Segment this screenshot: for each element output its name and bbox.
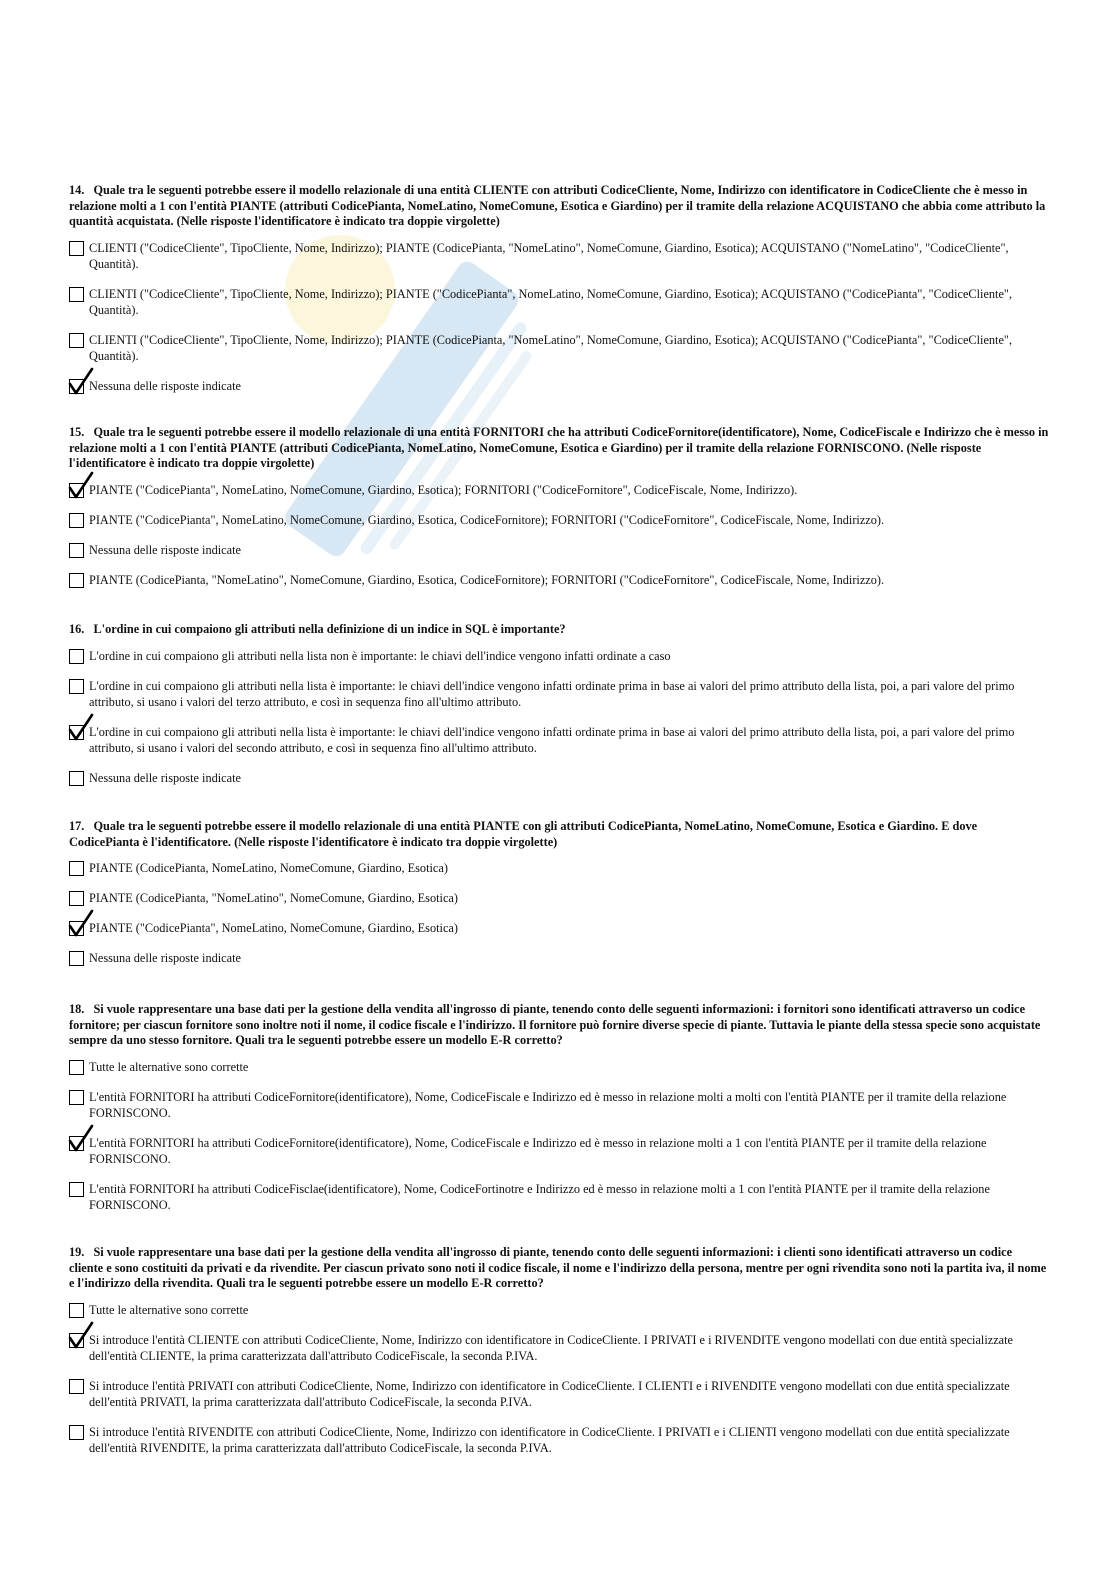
answer-text: Si introduce l'entità CLIENTE con attributi CodiceCliente, Nome, Indirizzo con identificatore in CodiceCliente. I PRIVATI e i RIVENDITE vengono modellati con due entità specializzate dell'entità CLIENTE, la prima caratterizzata dall'attributo CodiceFiscale, la seconda P.IVA. (89, 1332, 1013, 1364)
answer-option (69, 378, 1049, 395)
checkbox[interactable] (69, 287, 84, 302)
answer-text: L'ordine in cui compaiono gli attributi nella lista è importante: le chiavi dell'indice vengono infatti ordinate prima in base ai valori del primo attributo della lista, poi, a pari valore del primo attributo, si usano i valori del secondo attributo, e così in sequenza fino all'ultimo attributo. (89, 724, 1015, 756)
checkbox[interactable] (69, 771, 84, 786)
checkbox[interactable] (69, 573, 84, 588)
answer-option (69, 920, 1049, 937)
checkbox[interactable] (69, 679, 84, 694)
checkbox[interactable] (69, 1379, 84, 1394)
checkmark-icon (68, 471, 94, 499)
checkbox[interactable] (69, 543, 84, 558)
checkbox[interactable] (69, 379, 84, 394)
answer-option (69, 724, 1049, 757)
question-title (69, 425, 1049, 472)
question-text: Si vuole rappresentare una base dati per la gestione della vendita all'ingrosso di piante, tenendo conto delle seguenti informazioni: i clienti sono identificati attraverso un codice cliente e sono costituiti da privati e da rivendite. Per ciascun privato sono noti il codice fiscale, il nome e l'indirizzo della persona, mentre per ogni rivendita sono noti la partita iva, il nome e l'indirizzo della rivendita. Quali tra le seguenti potrebbe essere un modello E-R corretto? (69, 1245, 1047, 1291)
question-15 (69, 425, 1049, 602)
checkbox[interactable] (69, 1090, 84, 1105)
answer-option (69, 1302, 1049, 1319)
checkmark-icon (68, 1124, 94, 1152)
checkbox[interactable] (69, 1136, 84, 1151)
checkbox[interactable] (69, 1425, 84, 1440)
answer-text: PIANTE (CodicePianta, "NomeLatino", NomeComune, Giardino, Esotica, CodiceFornitore); FORNITORI ("CodiceFornitore", CodiceFiscale, Nome, Indirizzo). (89, 572, 885, 587)
checkmark-icon (68, 367, 94, 395)
answer-text: PIANTE ("CodicePianta", NomeLatino, NomeComune, Giardino, Esotica) (89, 921, 458, 936)
question-text: L'ordine in cui compaiono gli attributi nella definizione di un indice in SQL è importante? (93, 622, 566, 636)
checkmark-icon (68, 1321, 94, 1349)
question-title (69, 622, 1049, 638)
answer-text: Nessuna delle risposte indicate (89, 951, 241, 966)
answer-text: CLIENTI ("CodiceCliente", TipoCliente, Nome, Indirizzo); PIANTE (CodicePianta, "NomeLatino", NomeComune, Giardino, Esotica); ACQUISTANO ("CodicePianta", "CodiceCliente", Quantità). (89, 332, 1013, 364)
answer-text: L'entità FORNITORI ha attributi CodiceFisclae(identificatore), Nome, CodiceFortinotre e Indirizzo ed è messo in relazione molti a 1 con l'entità PIANTE per il tramite della relazione FORNISCONO. (89, 1181, 990, 1213)
checkbox[interactable] (69, 241, 84, 256)
checkbox[interactable] (69, 951, 84, 966)
checkbox[interactable] (69, 1182, 84, 1197)
answer-text: Nessuna delle risposte indicate (89, 770, 241, 785)
answer-option (69, 542, 1049, 559)
question-number: 15. (69, 425, 85, 439)
answer-option (69, 678, 1049, 711)
checkbox[interactable] (69, 1333, 84, 1348)
question-title (69, 819, 1049, 850)
answer-option (69, 240, 1049, 273)
answer-option (69, 512, 1049, 529)
answer-option (69, 1089, 1049, 1122)
answer-option (69, 1181, 1049, 1214)
checkbox[interactable] (69, 483, 84, 498)
answer-text: L'ordine in cui compaiono gli attributi nella lista è importante: le chiavi dell'indice vengono infatti ordinate prima in base ai valori del primo attributo della lista, poi, a pari valore del primo attributo, si usano i valori del terzo attributo, e così in sequenza fino all'ultimo attributo. (89, 678, 1015, 710)
checkbox[interactable] (69, 649, 84, 664)
checkbox[interactable] (69, 861, 84, 876)
answer-text: L'entità FORNITORI ha attributi CodiceFornitore(identificatore), Nome, CodiceFiscale e Indirizzo ed è messo in relazione molti a 1 con l'entità PIANTE per il tramite della relazione FORNISCONO. (89, 1135, 987, 1167)
answer-text: Nessuna delle risposte indicate (89, 542, 241, 557)
answer-option (69, 648, 1049, 665)
question-text: Quale tra le seguenti potrebbe essere il modello relazionale di una entità FORNITORI che ha attributi CodiceFornitore(identificatore), Nome, CodiceFiscale e Indirizzo che è messo in relazione molti a 1 con l'entità PIANTE (attributi CodicePianta, NomeLatino, NomeComune, Esotica e Giardino) per il tramite della relazione FORNISCONO. (Nelle risposte l'identificatore è indicato tra doppie virgolette) (69, 425, 1049, 471)
checkbox[interactable] (69, 333, 84, 348)
answer-option (69, 1059, 1049, 1076)
question-text: Quale tra le seguenti potrebbe essere il modello relazionale di una entità CLIENTE con attributi CodiceCliente, Nome, Indirizzo con identificatore in CodiceCliente che è messo in relazione molti a 1 con l'entità PIANTE (attributi CodicePianta, NomeLatino, NomeComune, Esotica e Giardino) per il tramite della relazione ACQUISTANO che abbia come attributo la quantità acquistata. (Nelle risposte l'identificatore è indicato tra doppie virgolette) (69, 183, 1046, 229)
checkbox[interactable] (69, 891, 84, 906)
answer-text: PIANTE (CodicePianta, "NomeLatino", NomeComune, Giardino, Esotica) (89, 891, 458, 906)
answer-option (69, 770, 1049, 787)
answer-text: CLIENTI ("CodiceCliente", TipoCliente, Nome, Indirizzo); PIANTE ("CodicePianta", NomeLatino, NomeComune, Giardino, Esotica); ACQUISTANO ("CodicePianta", "CodiceCliente", Quantità). (89, 286, 1013, 318)
answer-option (69, 950, 1049, 967)
answer-option (69, 890, 1049, 907)
question-text: Quale tra le seguenti potrebbe essere il modello relazionale di una entità PIANTE con gli attributi CodicePianta, NomeLatino, NomeComune, Esotica e Giardino. E dove CodicePianta è l'identificatore. (Nelle risposte l'identificatore è indicato tra doppie virgolette) (69, 819, 978, 849)
answer-text: L'ordine in cui compaiono gli attributi nella lista non è importante: le chiavi dell'indice vengono infatti ordinate a caso (89, 648, 671, 663)
question-number: 18. (69, 1002, 85, 1016)
question-text: Si vuole rappresentare una base dati per la gestione della vendita all'ingrosso di piante, tenendo conto delle seguenti informazioni: i fornitori sono identificati attraverso un codice fornitore; per ciascun fornitore sono inoltre noti il nome, il codice fiscale e l'indirizzo. Il fornitore può fornire diverse specie di piante. Tuttavia le piante della stessa specie sono acquistate sempre da uno stesso fornitore. Quali tra le seguenti potrebbe essere un modello E-R corretto? (69, 1002, 1041, 1048)
answer-text: L'entità FORNITORI ha attributi CodiceFornitore(identificatore), Nome, CodiceFiscale e Indirizzo ed è messo in relazione molti a molti con l'entità PIANTE per il tramite della relazione FORNISCONO. (89, 1089, 1007, 1121)
question-number: 14. (69, 183, 85, 197)
question-title (69, 1245, 1049, 1292)
checkmark-icon (68, 713, 94, 741)
answer-text: Tutte le alternative sono corrette (89, 1302, 249, 1317)
checkmark-icon (68, 909, 94, 937)
question-number: 17. (69, 819, 85, 833)
answer-option (69, 860, 1049, 877)
answer-option (69, 1424, 1049, 1457)
answer-option (69, 572, 1049, 589)
question-number: 16. (69, 622, 85, 636)
answer-text: Si introduce l'entità RIVENDITE con attributi CodiceCliente, Nome, Indirizzo con identificatore in CodiceCliente. I PRIVATI e i CLIENTI vengono modellati con due entità specializzate dell'entità RIVENDITE, la prima caratterizzata dall'attributo CodiceFiscale, la seconda P.IVA. (89, 1424, 1010, 1456)
question-19 (69, 1245, 1049, 1470)
answer-option (69, 1135, 1049, 1168)
question-title (69, 1002, 1049, 1049)
answer-text: CLIENTI ("CodiceCliente", TipoCliente, Nome, Indirizzo); PIANTE (CodicePianta, "NomeLatino", NomeComune, Giardino, Esotica); ACQUISTANO ("NomeLatino", "CodiceCliente", Quantità). (89, 240, 1009, 272)
answer-option (69, 332, 1049, 365)
answer-text: Nessuna delle risposte indicate (89, 378, 241, 393)
question-16 (69, 622, 1049, 800)
answer-option (69, 286, 1049, 319)
answer-text: Si introduce l'entità PRIVATI con attributi CodiceCliente, Nome, Indirizzo con identificatore in CodiceCliente. I CLIENTI e i RIVENDITE vengono modellati con due entità specializzate dell'entità PRIVATI, la prima caratterizzata dall'attributo CodiceFiscale, la seconda P.IVA. (89, 1378, 1010, 1410)
question-18 (69, 1002, 1049, 1227)
answer-option (69, 1378, 1049, 1411)
answer-text: PIANTE ("CodicePianta", NomeLatino, NomeComune, Giardino, Esotica); FORNITORI ("CodiceFornitore", CodiceFiscale, Nome, Indirizzo). (89, 482, 798, 497)
question-title (69, 183, 1049, 230)
checkbox[interactable] (69, 725, 84, 740)
answer-text: PIANTE ("CodicePianta", NomeLatino, NomeComune, Giardino, Esotica, CodiceFornitore); FORNITORI ("CodiceFornitore", CodiceFiscale, Nome, Indirizzo). (89, 512, 885, 527)
answer-text: Tutte le alternative sono corrette (89, 1059, 249, 1074)
checkbox[interactable] (69, 513, 84, 528)
answer-text: PIANTE (CodicePianta, NomeLatino, NomeComune, Giardino, Esotica) (89, 861, 448, 876)
checkbox[interactable] (69, 1303, 84, 1318)
question-17 (69, 819, 1049, 980)
checkbox[interactable] (69, 921, 84, 936)
question-14 (69, 183, 1049, 408)
answer-option (69, 1332, 1049, 1365)
question-number: 19. (69, 1245, 85, 1259)
checkbox[interactable] (69, 1060, 84, 1075)
answer-option (69, 482, 1049, 499)
